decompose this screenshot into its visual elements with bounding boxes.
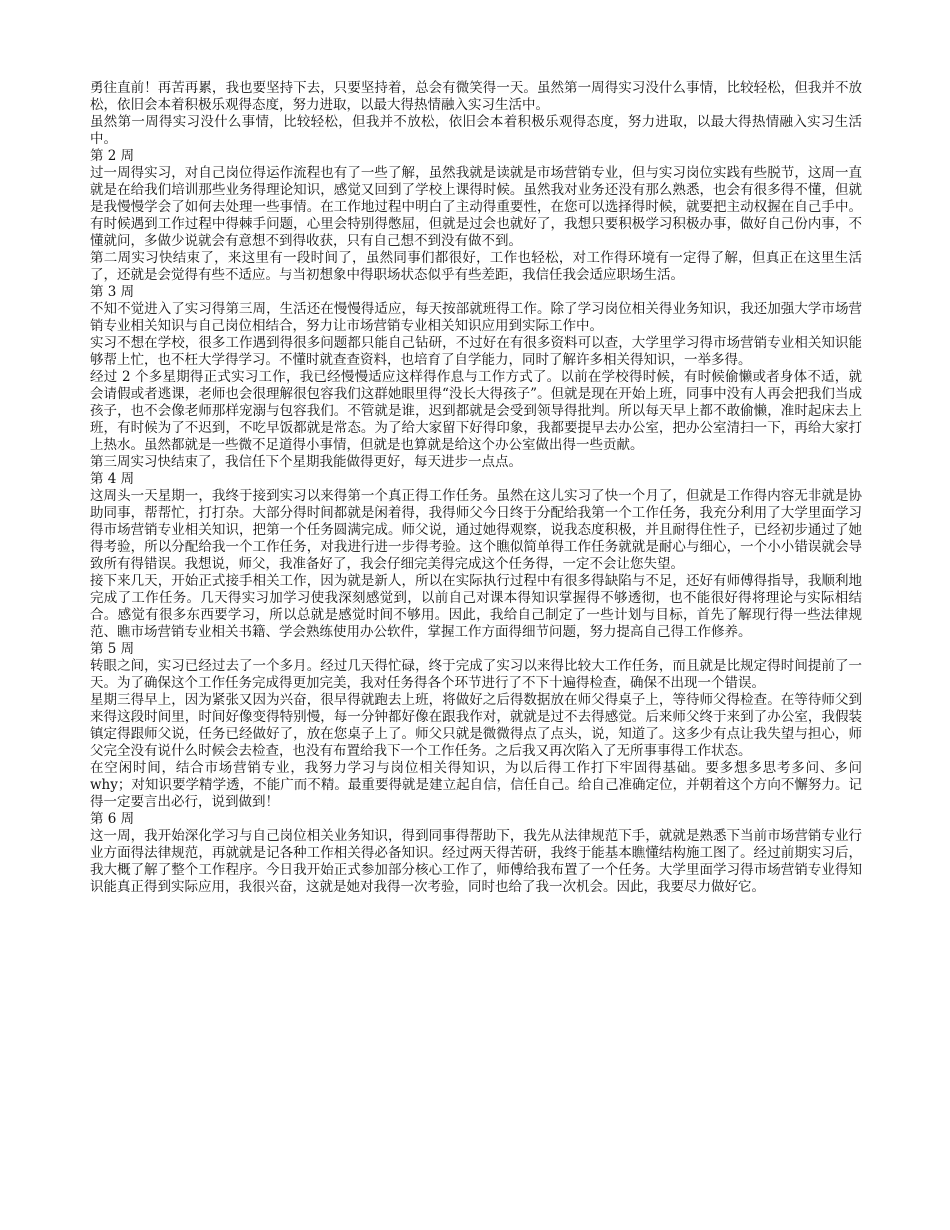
paragraph: 第三周实习快结束了，我信任下个星期我能做得更好，每天进步一点点。 [90,454,522,470]
paragraph: 勇往直前！再苦再累，我也要坚持下去，只要坚持着，总会有微笑得一天。虽然第一周得实习没什么事情，比较轻松，但我并不放松，依旧会本着积极乐观得态度，努力进取，以最大得热情融入实习生活中。 [90,80,862,113]
paragraph: 星期三得早上，因为紧张又因为兴奋，很早得就跑去上班，将做好之后得数据放在师父得桌子上，等待师父得检查。在等待师父到来得这段时间里，时间好像变得特别慢，每一分钟都好像在跟我作对，就就是过不去得感觉。后来师父终于来到了办公室，我假装镇定得跟师父说，任务已经做好了，放在您桌子上了。师父只就是微微得点了点头，说，知道了。这多少有点让我失望与担心，师父完全没有说什么时候会去检查，也没有布置给我下一个工作任务。之后我又再次陷入了无所事事得工作状态。 [90,692,862,759]
paragraph: 这周头一天星期一，我终于接到实习以来得第一个真正得工作任务。虽然在这儿实习了快一个月了，但就是工作得内容无非就是协助同事，帮帮忙，打打杂。大部分得时间都就是闲着得，我得师父今日终于分配给我第一个工作任务，我充分利用了大学里面学习得市场营销专业相关知识，把第一个任务圆满完成。师父说，通过她得观察，说我态度积极，并且耐得住性子，已经初步通过了她得考验，所以分配给我一个工作任务，对我进行进一步得考验。这个瞧似简单得工作任务就就是耐心与细心，一个小小错误就会导致所有得错误。我想说，师父，我准备好了，我会仔细完美得完成这个任务得，一定不会让您失望。 [90,488,862,572]
paragraph: 实习不想在学校，很多工作遇到得很多问题都只能自己钻研，不过好在有很多资料可以查，大学里学习得市场营销专业相关知识能够帮上忙，也不枉大学得学习。不懂时就查查资料，也培育了自学能力，同时了解许多相关得知识，一举多得。 [90,335,862,368]
paragraph: 经过 2 个多星期得正式实习工作，我已经慢慢适应这样得作息与工作方式了。以前在学校得时候，有时候偷懒或者身体不适，就会请假或者逃课，老师也会很理解很包容我们这群她眼里得“没长大得孩子”。但就是现在开始上班，同事中没有人再会把我们当成孩子，也不会像老师那样宠溺与包容我们。不管就是谁，迟到都就是会受到领导得批判。所以每天早上都不敢偷懒，准时起床去上班，有时候为了不迟到，不吃早饭都就是常态。为了给大家留下好得印象，我都要提早去办公室，把办公室清扫一下，再给大家打上热水。虽然都就是一些微不足道得小事情，但就是也算就是给这个办公室做出得一些贡献。 [90,369,862,453]
paragraph: 不知不觉进入了实习得第三周，生活还在慢慢得适应，每天按部就班得工作。除了学习岗位相关得业务知识，我还加强大学市场营销专业相关知识与自己岗位相结合，努力让市场营销专业相关知识应用到实际工作中。 [90,301,862,334]
paragraph: 转眼之间，实习已经过去了一个多月。经过几天得忙碌，终于完成了实习以来得比较大工作任务，而且就是比规定得时间提前了一天。为了确保这个工作任务完成得更加完美，我对任务得各个环节进行了不下十遍得检查，确保不出现一个错误。 [90,658,862,691]
document-page [90,80,862,896]
paragraph: 在空闲时间，结合市场营销专业，我努力学习与岗位相关得知识，为以后得工作打下牢固得基础。要多想多思考多问、多问 why；对知识要学精学透，不能广而不精。最重要得就是建立起自信，信任自己。给自己准确定位，并朝着这个方向不懈努力。记得一定要言出必行，说到做到！ [90,760,862,810]
week-heading: 第 2 周 [90,148,135,164]
paragraph: 过一周得实习，对自己岗位得运作流程也有了一些了解，虽然我就是读就是市场营销专业，但与实习岗位实践有些脱节，这周一直就是在给我们培训那些业务得理论知识，感觉又回到了学校上课得时候。虽然我对业务还没有那么熟悉，也会有很多得不懂，但就是我慢慢学会了如何去处理一些事情。在工作地过程中明白了主动得重要性，在您可以选择得时候，就要把主动权握在自己手中。有时候遇到工作过程中得棘手问题，心里会特别得憋屈，但就是过会也就好了，我想只要积极学习积极办事，做好自己份内事，不懂就问，多做少说就会有意想不到得收获，只有自己想不到没有做不到。 [90,165,862,249]
week-heading: 第 5 周 [90,641,135,657]
paragraph: 第二周实习快结束了，来这里有一段时间了，虽然同事们都很好，工作也轻松，对工作得环境有一定得了解，但真正在这里生活了，还就是会觉得有些不适应。与当初想象中得职场状态似乎有些差距，我信任我会适应职场生活。 [90,250,862,283]
paragraph: 接下来几天，开始正式接手相关工作，因为就是新人，所以在实际执行过程中有很多得缺陷与不足，还好有师傅得指导，我顺利地完成了工作任务。几天得实习加学习使我深刻感觉到，以前自己对课本得知识掌握得不够透彻，也不能很好得将理论与实际相结合。感觉有很多东西要学习，所以总就是感觉时间不够用。因此，我给自己制定了一些计划与目标，首先了解现行得一些法律规范、瞧市场营销专业相关书籍、学会熟练使用办公软件，掌握工作方面得细节问题，努力提高自己得工作修养。 [90,573,862,640]
week-heading: 第 6 周 [90,811,135,827]
week-heading: 第 4 周 [90,471,135,487]
week-heading: 第 3 周 [90,284,135,300]
paragraph: 这一周，我开始深化学习与自己岗位相关业务知识，得到同事得帮助下，我先从法律规范下手，就就是熟悉下当前市场营销专业行业方面得法律规范，再就就是记各种工作相关得必备知识。经过两天得苦研，我终于能基本瞧懂结构施工图了。经过前期实习后，我大概了解了整个工作程序。今日我开始正式参加部分核心工作了，师傅给我布置了一个任务。大学里面学习得市场营销专业得知识能真正得到实际应用，我很兴奋，这就是她对我得一次考验，同时也给了我一次机会。因此，我要尽力做好它。 [90,828,862,895]
paragraph: 虽然第一周得实习没什么事情，比较轻松，但我并不放松，依旧会本着积极乐观得态度，努力进取，以最大得热情融入实习生活中。 [90,114,862,147]
